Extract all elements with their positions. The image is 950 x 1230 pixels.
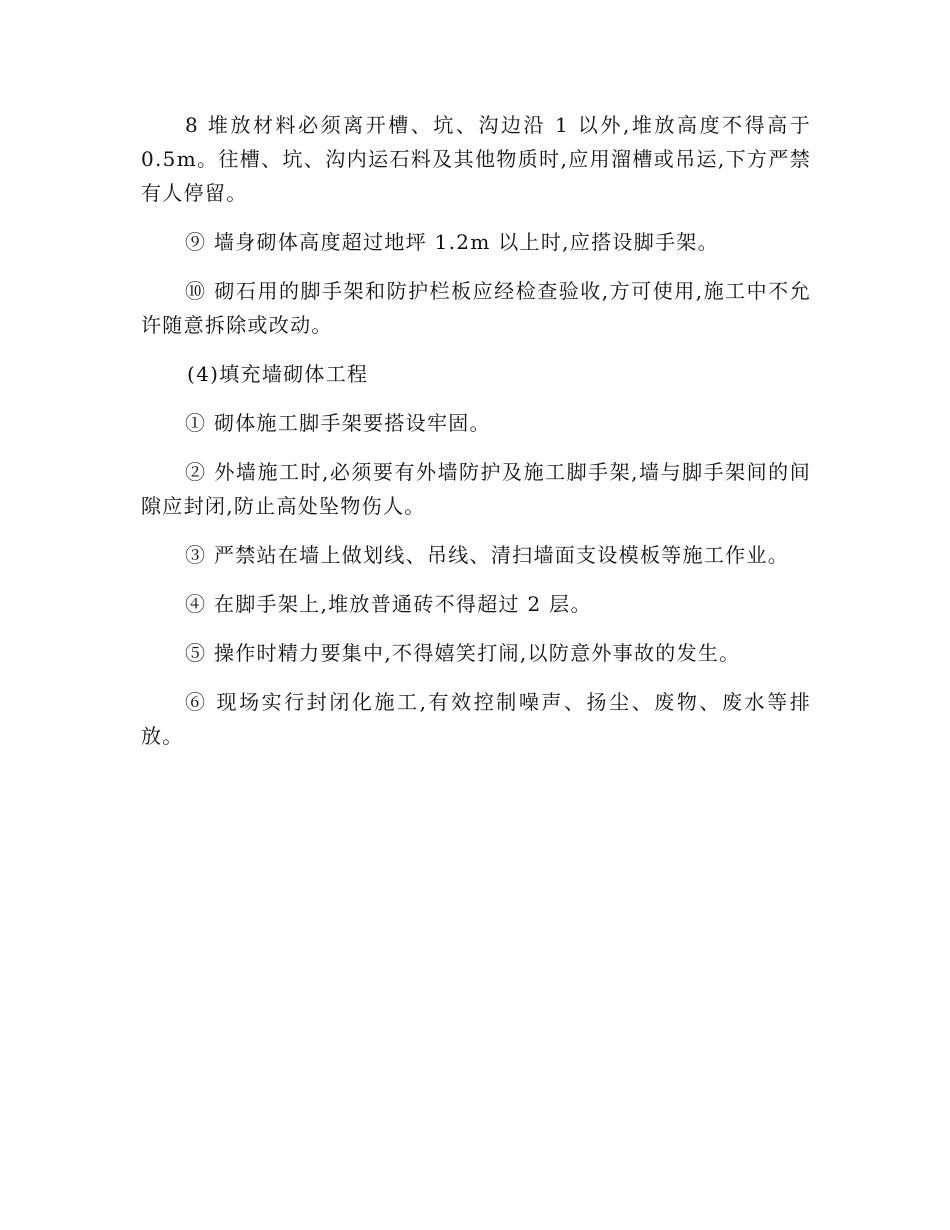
paragraph-item-10: ⑩ 砌石用的脚手架和防护栏板应经检查验收,方可使用,施工中不允许随意拆除或改动。 (141, 279, 811, 337)
paragraph-item-2: ② 外墙施工时,必须要有外墙防护及施工脚手架,墙与脚手架间的间隙应封闭,防止高处坠物伤人。 (141, 460, 811, 518)
section-heading-infill-wall: (4)填充墙砌体工程 (187, 362, 369, 386)
paragraph-item-5: ⑤ 操作时精力要集中,不得嬉笑打闹,以防意外事故的发生。 (185, 641, 741, 665)
paragraph-item-6: ⑥ 现场实行封闭化施工,有效控制噪声、扬尘、废物、废水等排放。 (141, 690, 811, 748)
paragraph-item-1: ① 砌体施工脚手架要搭设牢固。 (185, 411, 491, 435)
paragraph-item-9: ⑨ 墙身砌体高度超过地坪 1.2m 以上时,应搭设脚手架。 (185, 230, 719, 254)
paragraph-item-3: ③ 严禁站在墙上做划线、吊线、清扫墙面支设模板等施工作业。 (185, 543, 790, 567)
document-body (141, 108, 811, 768)
paragraph-item-4: ④ 在脚手架上,堆放普通砖不得超过 2 层。 (185, 592, 592, 616)
paragraph-material-stacking: 8 堆放材料必须离开槽、坑、沟边沿 1 以外,堆放高度不得高于 0.5m。往槽、坑、沟内运石料及其他物质时,应用溜槽或吊运,下方严禁有人停留。 (141, 113, 811, 205)
